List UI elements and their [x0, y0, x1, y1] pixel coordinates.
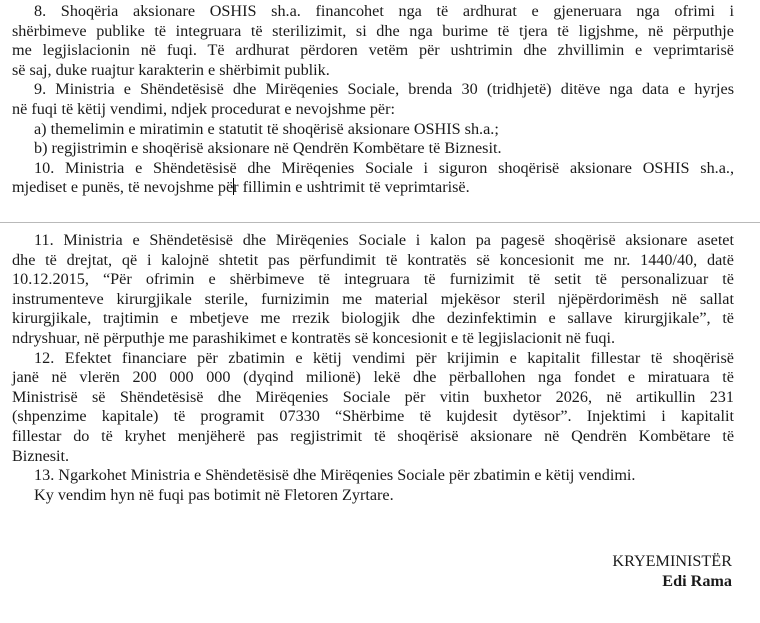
paragraph-9[interactable] — [12, 80, 734, 119]
text-line: në fuqi të këtij vendimi, ndjek procedurat e nevojshme për: — [12, 99, 395, 118]
document-section-bottom — [12, 231, 734, 505]
text-line: me legjislacionin në fuqi. Të ardhurat përdoren vetëm për ushtrimin dhe zhvillimin e veprimtarisë — [12, 41, 734, 60]
text-line: Biznesit. — [12, 446, 70, 465]
text-line: 10. Ministria e Shëndetësisë dhe Mirëqenies Sociale i siguron shoqërisë aksionare OSHIS sh.a., — [34, 158, 734, 177]
text-line: dhe të drejtat, që i kalojnë shtetit pas përfundimit të kontratës së koncesionit me nr. 1440/40, datë — [12, 250, 734, 269]
text-line: Ky vendim hyn në fuqi pas botimit në Fletoren Zyrtare. — [34, 485, 394, 504]
signature-title: KRYEMINISTËR — [612, 552, 732, 570]
text-line: 8. Shoqëria aksionare OSHIS sh.a. financohet nga të ardhurat e gjeneruara nga ofrimi i — [34, 2, 734, 20]
text-line: shërbimeve publike të integruara të sterilizimit, si dhe nga burime të tjera të ligjshme, në përputhje — [12, 21, 734, 40]
text-line: kirurgjikale, trajtimin e mbetjeve me rrezik biologjik dhe dezinfektimin e sallave kirurgjikale”, të — [12, 309, 734, 328]
paragraph-11[interactable] — [12, 231, 734, 349]
text-line: instrumenteve kirurgjikale sterile, furnizimin me material mjekësor steril njëpërdorimësh në sallat — [12, 289, 734, 308]
text-line: 9. Ministria e Shëndetësisë dhe Mirëqenies Sociale, brenda 30 (tridhjetë) ditëve nga data e hyrjes — [34, 80, 734, 99]
text-line: fillestar do të kryhet menjëherë pas regjistrimit të shoqërisë aksionare në Qendrën Kombëtare të — [12, 426, 734, 445]
text-line: a) themelimin e miratimin e statutit të shoqërisë aksionare OSHIS sh.a.; — [34, 119, 499, 138]
text-line: (shpenzime kapitale) të programit 07330 “Shërbime të kujdesit dytësor”. Injektimi i kapitalit — [12, 407, 734, 426]
paragraph-9a[interactable] — [12, 120, 734, 140]
paragraph-13[interactable] — [12, 466, 734, 486]
signature-name: Edi Rama — [662, 572, 732, 590]
paragraph-9b[interactable] — [12, 139, 734, 159]
text-line: Ministrisë së Shëndetësisë dhe Mirëqenies Sociale për vitin buxhetor 2026, në artikullin 231 — [12, 387, 734, 406]
text-after-cursor: r fillimin e ushtrimit të veprimtarisë. — [233, 178, 470, 197]
document-section-top — [12, 2, 734, 198]
text-before-cursor: mjediset e punës, të nevojshme pë — [12, 178, 234, 197]
text-line: ndryshuar, në përputhje me parashikimet e kontratës së koncesionit e të legjislacionit në fuqi. — [12, 328, 616, 347]
paragraph-8[interactable] — [12, 2, 734, 80]
text-line: 11. Ministria e Shëndetësisë dhe Mirëqenies Sociale i kalon pa pagesë shoqërisë aksionare asetet — [34, 231, 734, 249]
text-line-with-cursor — [12, 178, 734, 198]
signature-block — [612, 551, 732, 591]
paragraph-entry-into-force[interactable] — [12, 486, 734, 506]
text-line: janë në vlerën 200 000 000 (dyqind milionë) lekë dhe përballohen nga fondet e miratuara të — [12, 368, 734, 387]
paragraph-12[interactable] — [12, 349, 734, 467]
text-line: së saj, duke ruajtur karakterin e shërbimit publik. — [12, 60, 330, 79]
page-separator — [0, 222, 760, 223]
text-line: b) regjistrimin e shoqërisë aksionare në Qendrën Kombëtare të Biznesit. — [34, 139, 502, 158]
paragraph-10[interactable] — [12, 159, 734, 198]
text-line: 13. Ngarkohet Ministria e Shëndetësisë dhe Mirëqenies Sociale për zbatimin e këtij vendimi. — [34, 466, 636, 485]
text-line: 12. Efektet financiare për zbatimin e këtij vendimi për krijimin e kapitalit fillestar të shoqërisë — [34, 348, 734, 367]
text-line: 10.12.2015, “Për ofrimin e shërbimeve të integruara të furnizimit të setit të personalizuar të — [12, 270, 734, 289]
